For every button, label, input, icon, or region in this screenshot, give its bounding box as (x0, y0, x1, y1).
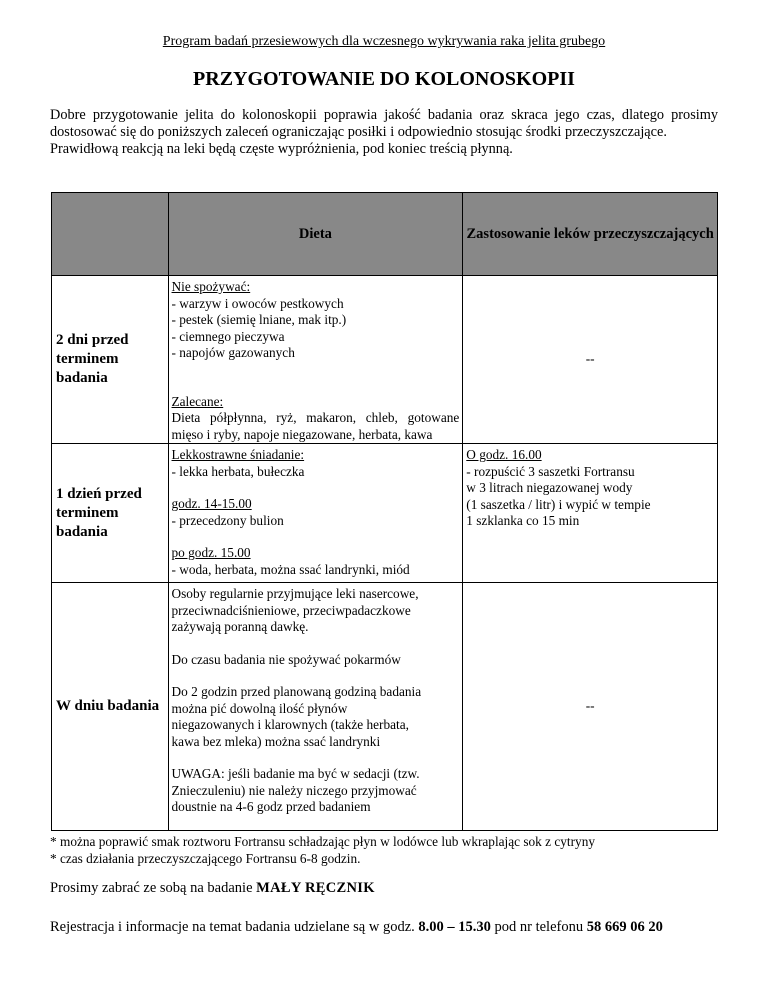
footnote: * można poprawić smak roztworu Fortransu schładzając płyn w lodówce lub wkraplając sok z cytryny (50, 834, 596, 849)
row-label-exam-day: W dniu badania (52, 583, 169, 831)
meds-cell-exam-day: -- (463, 583, 718, 831)
lunch-title: godz. 14-15.00 (171, 496, 252, 511)
list-item: - pestek (siemię lniane, mak itp.) (171, 312, 347, 327)
towel-note (50, 880, 375, 897)
meds-line: - rozpuścić 3 saszetki Fortransu (466, 463, 635, 479)
lunch-text: - przecedzony bulion (171, 512, 284, 528)
diet-cell-1-day (168, 444, 463, 583)
registration-phone: 58 669 06 20 (586, 919, 663, 935)
afternoon-title: po godz. 15.00 (171, 545, 251, 560)
fasting-note: Do czasu badania nie spożywać pokarmów (171, 651, 401, 667)
towel-text: Prosimy zabrać ze sobą na badanie (50, 880, 257, 896)
diet-cell-exam-day (168, 583, 463, 831)
footnote: * czas działania przeczyszczającego Fortransu 6-8 godzin. (50, 850, 361, 866)
breakfast-title: Lekkostrawne śniadanie: (171, 447, 305, 462)
schedule-table (51, 192, 718, 831)
page-title: PRZYGOTOWANIE DO KOLONOSKOPII (193, 68, 575, 90)
meds-cell-1-day (463, 444, 718, 583)
header-diet: Dieta (168, 193, 463, 276)
meds-time-title: O godz. 16.00 (466, 447, 542, 462)
meds-line: (1 saszetka / litr) i wypić w tempie (466, 496, 651, 512)
fluids-note: Do 2 godzin przed planowaną godziną badania można pić dowolną ilość płynów niegazowanych i klarownych (także herbata, kawa bez mleka) można ssać landrynki (171, 684, 422, 749)
row-label-2-days: 2 dni przed terminem badania (52, 276, 169, 444)
meds-note: Osoby regularnie przyjmujące leki nasercowe, przeciwnadciśnieniowe, przeciwpadaczkowe zażywają poranną dawkę. (171, 586, 419, 634)
registration-hours: 8.00 – 15.30 (418, 919, 491, 935)
avoid-title: Nie spożywać: (171, 279, 251, 294)
sedation-warning: UWAGA: jeśli badanie ma być w sedacji (tzw. Znieczuleniu) nie należy niczego przyjmować doustnie na 4-6 godz przed badaniem (171, 766, 420, 814)
list-item: - warzyw i owoców pestkowych (171, 295, 344, 311)
registration-info (50, 918, 718, 936)
breakfast-text: - lekka herbata, bułeczka (171, 463, 305, 479)
header-meds: Zastosowanie leków przeczyszczających (463, 193, 718, 276)
program-header: Program badań przesiewowych dla wczesnego wykrywania raka jelita grubego (162, 34, 606, 49)
intro-paragraph-1: Dobre przygotowanie jelita do kolonoskopii poprawia jakość badania oraz skraca jego czas, dlatego prosimy dostosować się do poniższych zaleceń ograniczając posiłki i odpowiednio stosując środki przeczyszczające. (50, 107, 718, 140)
diet-cell-2-days (168, 276, 463, 444)
afternoon-text: - woda, herbata, można ssać landrynki, miód (171, 561, 410, 577)
header-blank-cell (52, 193, 169, 276)
recommended-text: Dieta półpłynna, ryż, makaron, chleb, gotowane mięso i ryby, napoje niegazowane, herbata, kawa (171, 410, 460, 442)
list-item: - ciemnego pieczywa (171, 328, 285, 344)
table-row (52, 444, 718, 583)
meds-cell-2-days: -- (463, 276, 718, 444)
footnotes (50, 834, 595, 867)
row-label-1-day: 1 dzień przed terminem badania (52, 444, 169, 583)
registration-text-2: pod nr telefonu (490, 919, 587, 935)
table-row (52, 583, 718, 831)
intro-paragraph-2: Prawidłową reakcją na leki będą częste wypróżnienia, pod koniec treścią płynną. (50, 141, 513, 157)
recommended-title: Zalecane: (171, 393, 224, 409)
table-row (52, 276, 718, 444)
meds-line: w 3 litrach niegazowanej wody (466, 480, 633, 495)
table-header-row (52, 193, 718, 276)
registration-text-1: Rejestracja i informacje na temat badania udzielane są w godz. (50, 919, 419, 935)
meds-line: 1 szklanka co 15 min (466, 513, 580, 528)
list-item: - napojów gazowanych (171, 345, 295, 360)
towel-emphasis: MAŁY RĘCZNIK (256, 880, 375, 896)
intro-text (50, 107, 718, 158)
